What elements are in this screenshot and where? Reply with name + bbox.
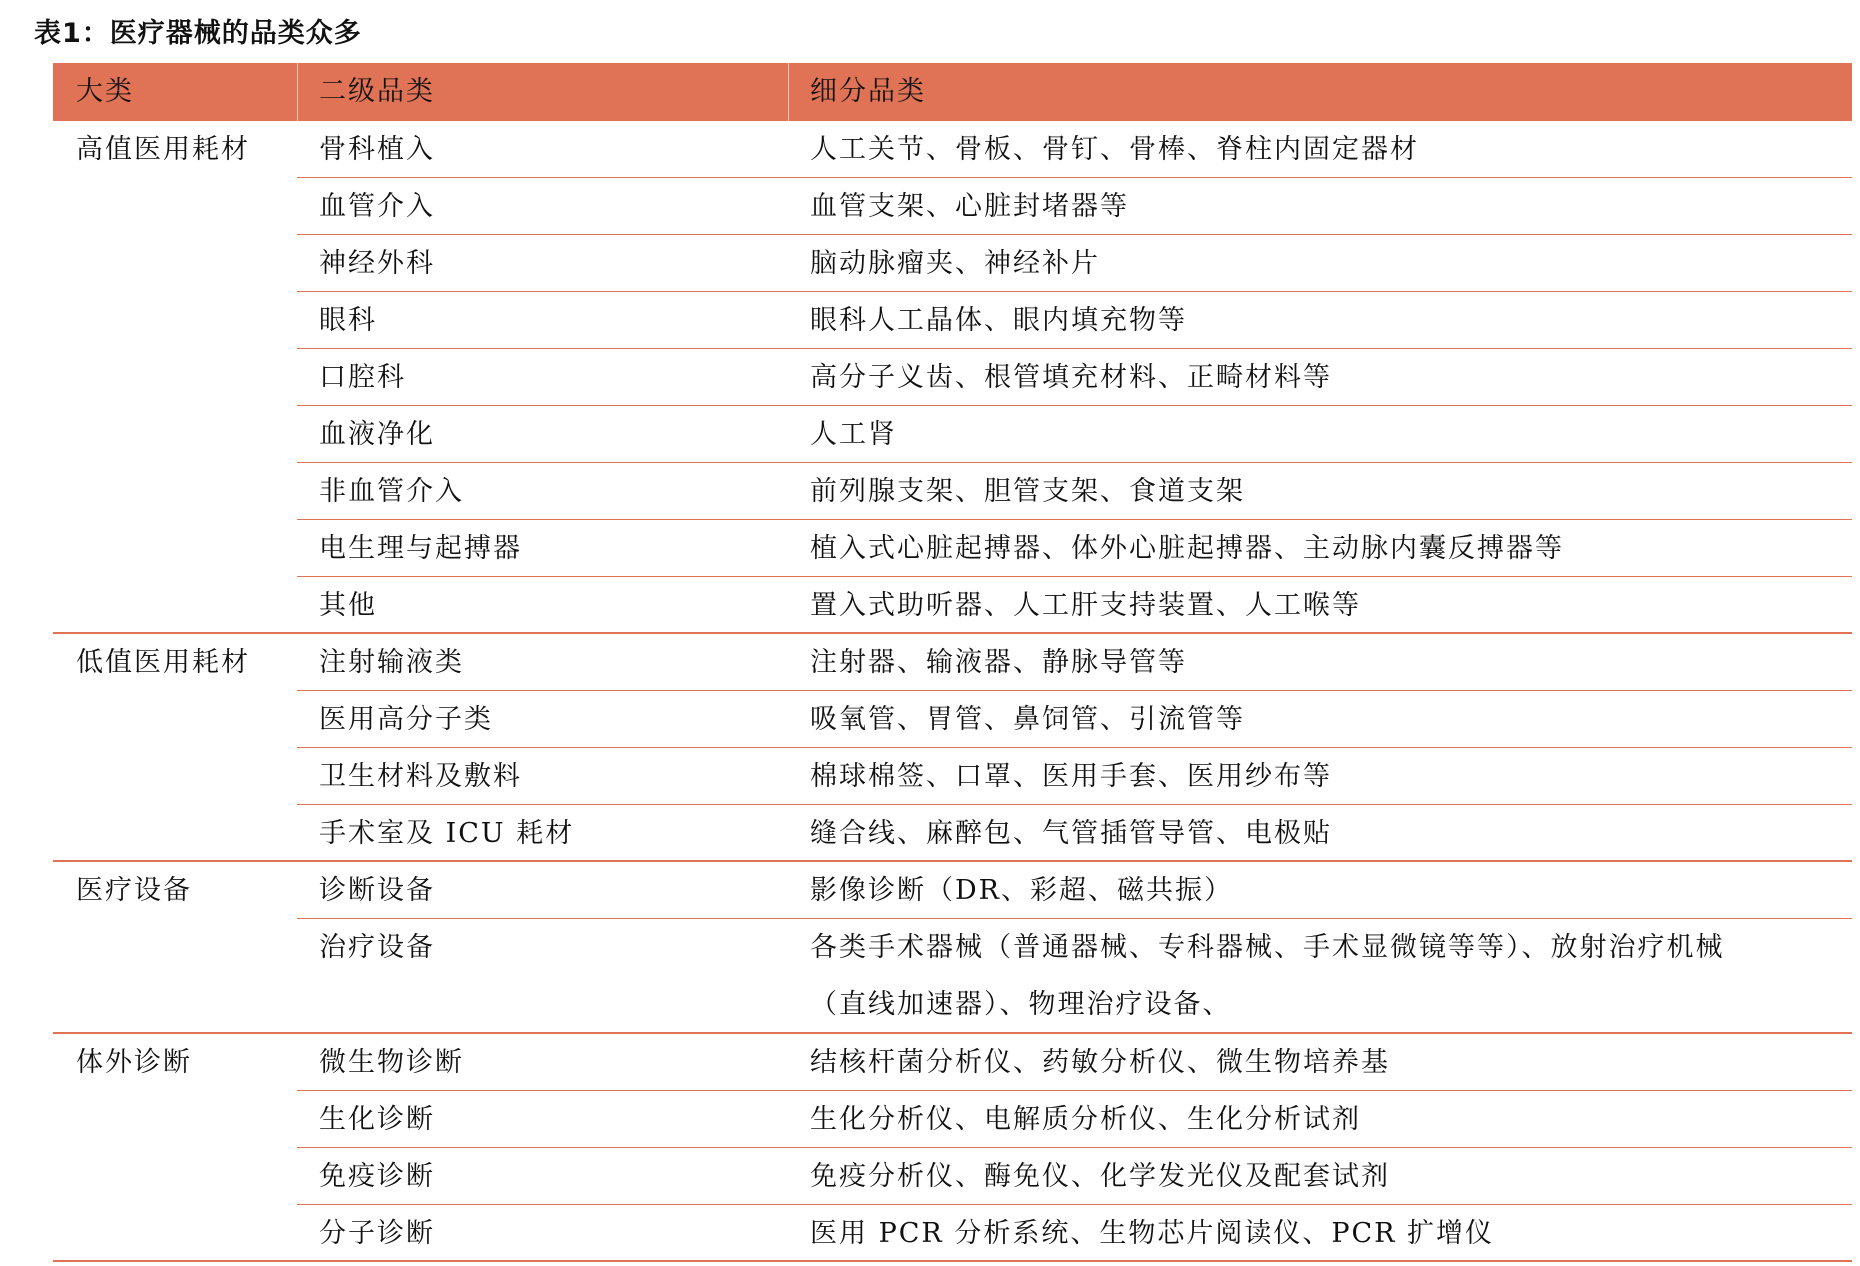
- subcategory-cell: 其他: [319, 590, 377, 621]
- category-cell: 高值医用耗材: [76, 134, 250, 165]
- header-divider: [297, 63, 298, 121]
- subcategory-cell: 血液净化: [319, 419, 435, 450]
- detail-cell: 高分子义齿、根管填充材料、正畸材料等: [810, 362, 1332, 393]
- table-row: [53, 406, 1852, 463]
- table-row: [53, 634, 1852, 691]
- detail-cell: 吸氧管、胃管、鼻饲管、引流管等: [810, 704, 1245, 735]
- table-row: [53, 292, 1852, 349]
- subcategory-cell: 生化诊断: [319, 1104, 435, 1135]
- header-divider: [788, 63, 789, 121]
- category-cell: 医疗设备: [76, 875, 192, 906]
- table-row: [53, 862, 1852, 919]
- table-row: [53, 463, 1852, 520]
- table-row: [53, 1034, 1852, 1091]
- detail-cell: 置入式助听器、人工肝支持装置、人工喉等: [810, 590, 1361, 621]
- category-group: [53, 121, 1852, 634]
- table-row: [53, 1091, 1852, 1148]
- table-row: [53, 520, 1852, 577]
- category-cell: 低值医用耗材: [76, 647, 250, 678]
- table-row: [53, 748, 1852, 805]
- subcategory-cell: 分子诊断: [319, 1218, 435, 1249]
- header-detail: 细分品类: [810, 76, 926, 107]
- detail-cell: 眼科人工晶体、眼内填充物等: [810, 305, 1187, 336]
- table-row: [53, 691, 1852, 748]
- table-body: [53, 121, 1852, 1262]
- detail-cell: 免疫分析仪、酶免仪、化学发光仪及配套试剂: [810, 1161, 1390, 1192]
- header-subcategory: 二级品类: [319, 76, 435, 107]
- group-divider: [53, 1260, 1852, 1262]
- table-row: [53, 178, 1852, 235]
- detail-cell: 血管支架、心脏封堵器等: [810, 191, 1129, 222]
- subcategory-cell: 神经外科: [319, 248, 435, 279]
- detail-cell: 各类手术器械（普通器械、专科器械、手术显微镜等等）、放射治疗机械 （直线加速器）、物理治疗设备、: [810, 932, 1725, 1020]
- table-row: [53, 349, 1852, 406]
- category-table: [53, 63, 1852, 1262]
- table-row: [53, 121, 1852, 178]
- table-row: [53, 577, 1852, 634]
- category-cell: 体外诊断: [76, 1047, 192, 1078]
- table-row: [53, 805, 1852, 862]
- subcategory-cell: 血管介入: [319, 191, 435, 222]
- subcategory-cell: 注射输液类: [319, 647, 464, 678]
- subcategory-cell: 电生理与起搏器: [319, 533, 522, 564]
- subcategory-cell: 微生物诊断: [319, 1047, 464, 1078]
- detail-cell: 医用 PCR 分析系统、生物芯片阅读仪、PCR 扩增仪: [810, 1218, 1495, 1249]
- detail-cell: 人工肾: [810, 419, 897, 450]
- table-header-row: [53, 63, 1852, 121]
- category-group: [53, 634, 1852, 862]
- header-category: 大类: [76, 76, 134, 107]
- detail-cell: 注射器、输液器、静脉导管等: [810, 647, 1187, 678]
- category-group: [53, 862, 1852, 1034]
- subcategory-cell: 诊断设备: [319, 875, 435, 906]
- table-row: [53, 1148, 1852, 1205]
- category-group: [53, 1034, 1852, 1262]
- detail-cell: 植入式心脏起搏器、体外心脏起搏器、主动脉内囊反搏器等: [810, 533, 1564, 564]
- detail-cell: 结核杆菌分析仪、药敏分析仪、微生物培养基: [810, 1047, 1390, 1078]
- table-row: [53, 1205, 1852, 1262]
- table-row: [53, 235, 1852, 292]
- detail-cell: 缝合线、麻醉包、气管插管导管、电极贴: [810, 818, 1332, 849]
- subcategory-cell: 手术室及 ICU 耗材: [319, 818, 575, 849]
- detail-cell: 前列腺支架、胆管支架、食道支架: [810, 476, 1245, 507]
- detail-cell: 人工关节、骨板、骨钉、骨棒、脊柱内固定器材: [810, 134, 1419, 165]
- detail-cell: 棉球棉签、口罩、医用手套、医用纱布等: [810, 761, 1332, 792]
- subcategory-cell: 非血管介入: [319, 476, 464, 507]
- detail-cell: 影像诊断（DR、彩超、磁共振）: [810, 875, 1233, 906]
- subcategory-cell: 卫生材料及敷料: [319, 761, 522, 792]
- subcategory-cell: 口腔科: [319, 362, 406, 393]
- subcategory-cell: 眼科: [319, 305, 377, 336]
- detail-cell: 脑动脉瘤夹、神经补片: [810, 248, 1100, 279]
- subcategory-cell: 医用高分子类: [319, 704, 493, 735]
- subcategory-cell: 骨科植入: [319, 134, 435, 165]
- subcategory-cell: 治疗设备: [319, 932, 435, 963]
- detail-cell: 生化分析仪、电解质分析仪、生化分析试剂: [810, 1104, 1361, 1135]
- table-caption: 表1：医疗器械的品类众多: [34, 18, 362, 49]
- table-row: [53, 919, 1852, 1034]
- subcategory-cell: 免疫诊断: [319, 1161, 435, 1192]
